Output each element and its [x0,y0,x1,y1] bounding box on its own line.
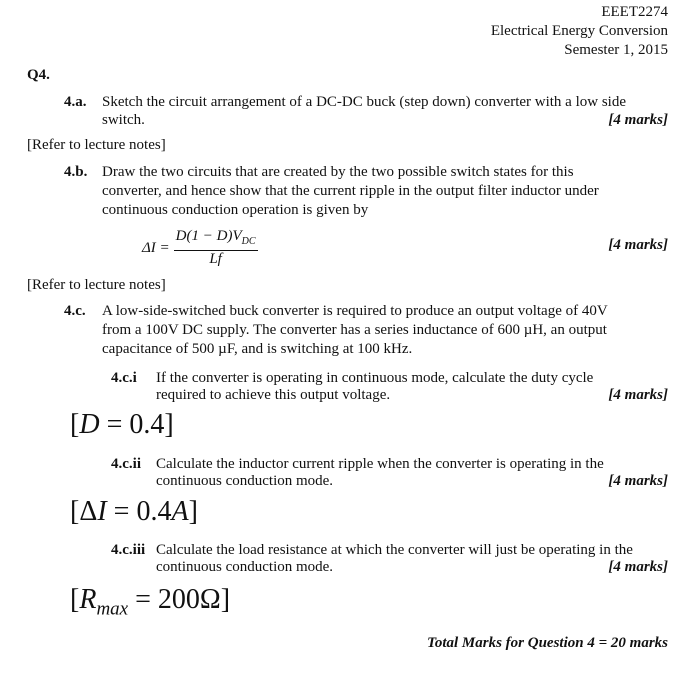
part-b-note: [Refer to lecture notes] [27,277,166,293]
subpart-ciii-label: 4.c.iii [111,542,146,558]
formula-numerator: $D(1 - D)V_{DC}$ [174,228,258,251]
question-label: Q4. [27,67,50,83]
part-a-text-line1: Sketch the circuit arrangement of a DC-DC buck (step down) converter with a low side [102,94,627,110]
subpart-ci-text-line2: required to achieve this output voltage. [156,387,391,403]
ripple-formula [142,228,258,268]
part-b-text-line3: continuous conduction operation is given by [102,202,369,218]
part-b-label: 4.b. [64,164,88,180]
part-b-text-line1: Draw the two circuits that are created by the two possible switch states for this [102,164,574,180]
part-a-note: [Refer to lecture notes] [27,137,166,153]
subpart-ciii-text-line1: Calculate the load resistance at which the converter will just be operating in the [156,542,633,558]
part-c-text-line2: from a 100V DC supply. The converter has a series inductance of 600 µH, an output [102,322,607,338]
part-b-text-line2: converter, and hence show that the current ripple in the output filter inductor under [102,183,599,199]
formula-fraction [174,228,258,268]
course-title: Electrical Energy Conversion [490,23,668,39]
answer-load-resistance: $[R_{max} = 200\Omega]$ [70,584,231,620]
formula-lhs: ΔI = [142,240,170,256]
part-c-label: 4.c. [64,303,86,319]
part-b-marks: [4 marks] [608,237,668,253]
subpart-ciii-text-line2: continuous conduction mode. [156,559,334,575]
total-marks: Total Marks for Question 4 = 20 marks [427,635,668,651]
subpart-cii-text-line2: continuous conduction mode. [156,473,334,489]
formula-denominator: Lf [209,251,222,267]
part-a-marks: [4 marks] [608,112,668,128]
part-c-text-line3: capacitance of 500 µF, and is switching at 100 kHz. [102,341,413,357]
course-code: EEET2274 [601,4,668,20]
part-c-text-line1: A low-side-switched buck converter is required to produce an output voltage of 40V [102,303,608,319]
subpart-ci-marks: [4 marks] [608,387,668,403]
answer-current-ripple: [ΔI = 0.4A] [70,496,198,527]
subpart-ci-label: 4.c.i [111,370,137,386]
semester: Semester 1, 2015 [564,42,668,58]
subpart-ci-text-line1: If the converter is operating in continuous mode, calculate the duty cycle [156,370,594,386]
subpart-cii-text-line1: Calculate the inductor current ripple when the converter is operating in the [156,456,604,472]
part-a-text-line2: switch. [102,112,145,128]
subpart-cii-marks: [4 marks] [608,473,668,489]
part-a-label: 4.a. [64,94,87,110]
subpart-cii-label: 4.c.ii [111,456,141,472]
subpart-ciii-marks: [4 marks] [608,559,668,575]
answer-duty-cycle: [D = 0.4] [70,409,174,440]
